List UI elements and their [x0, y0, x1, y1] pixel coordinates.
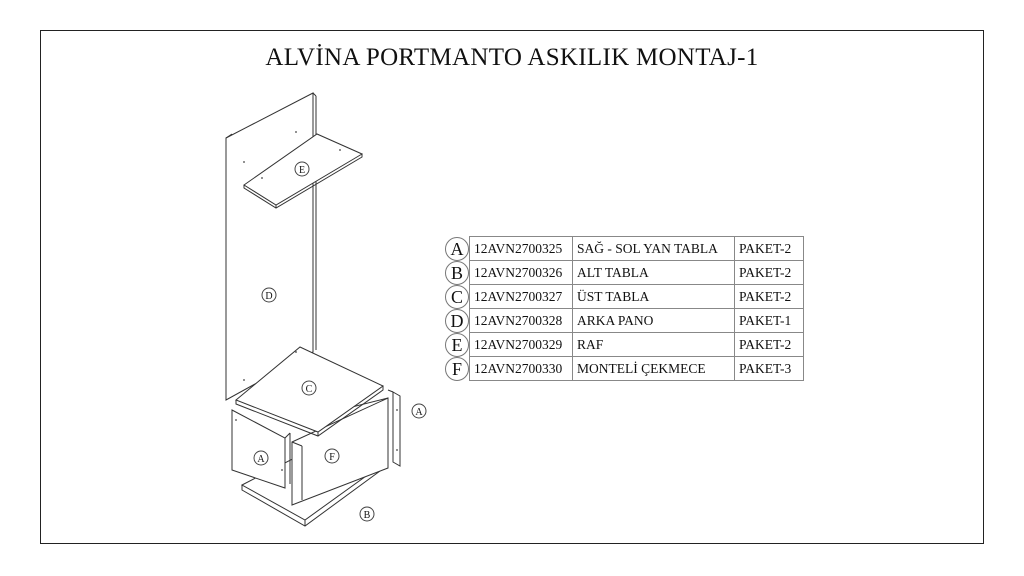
part-name: ALT TABLA	[573, 261, 735, 285]
label-e: E	[298, 165, 306, 176]
table-row	[445, 309, 804, 333]
parts-table	[445, 236, 804, 381]
part-letter: B	[445, 261, 469, 285]
page-title: ALVİNA PORTMANTO ASKILIK MONTAJ-1	[265, 44, 759, 71]
label-d: D	[265, 291, 273, 302]
part-package: PAKET-2	[735, 261, 804, 285]
table-row	[445, 357, 804, 381]
part-letter: E	[445, 333, 469, 357]
label-c: C	[305, 384, 313, 395]
part-name: SAĞ - SOL YAN TABLA	[573, 237, 735, 261]
part-letter: C	[445, 285, 469, 309]
part-package: PAKET-2	[735, 285, 804, 309]
label-a-right: A	[415, 407, 423, 418]
part-package: PAKET-1	[735, 309, 804, 333]
part-code: 12AVN2700325	[470, 237, 573, 261]
part-name: MONTELİ ÇEKMECE	[573, 357, 735, 381]
part-package: PAKET-3	[735, 357, 804, 381]
part-code: 12AVN2700326	[470, 261, 573, 285]
part-code: 12AVN2700328	[470, 309, 573, 333]
table-row	[445, 333, 804, 357]
part-package: PAKET-2	[735, 237, 804, 261]
part-package: PAKET-2	[735, 333, 804, 357]
part-letter: D	[445, 309, 469, 333]
part-name: ARKA PANO	[573, 309, 735, 333]
part-code: 12AVN2700327	[470, 285, 573, 309]
part-letter: A	[445, 237, 469, 261]
side-panel-a-right	[388, 390, 400, 466]
part-name: ÜST TABLA	[573, 285, 735, 309]
part-code: 12AVN2700329	[470, 333, 573, 357]
table-row	[445, 285, 804, 309]
table-row	[445, 261, 804, 285]
label-f: F	[329, 452, 335, 463]
part-letter: F	[445, 357, 469, 381]
label-a-left: A	[257, 454, 265, 465]
label-b: B	[363, 510, 371, 521]
table-row	[445, 237, 804, 261]
part-name: RAF	[573, 333, 735, 357]
part-code: 12AVN2700330	[470, 357, 573, 381]
